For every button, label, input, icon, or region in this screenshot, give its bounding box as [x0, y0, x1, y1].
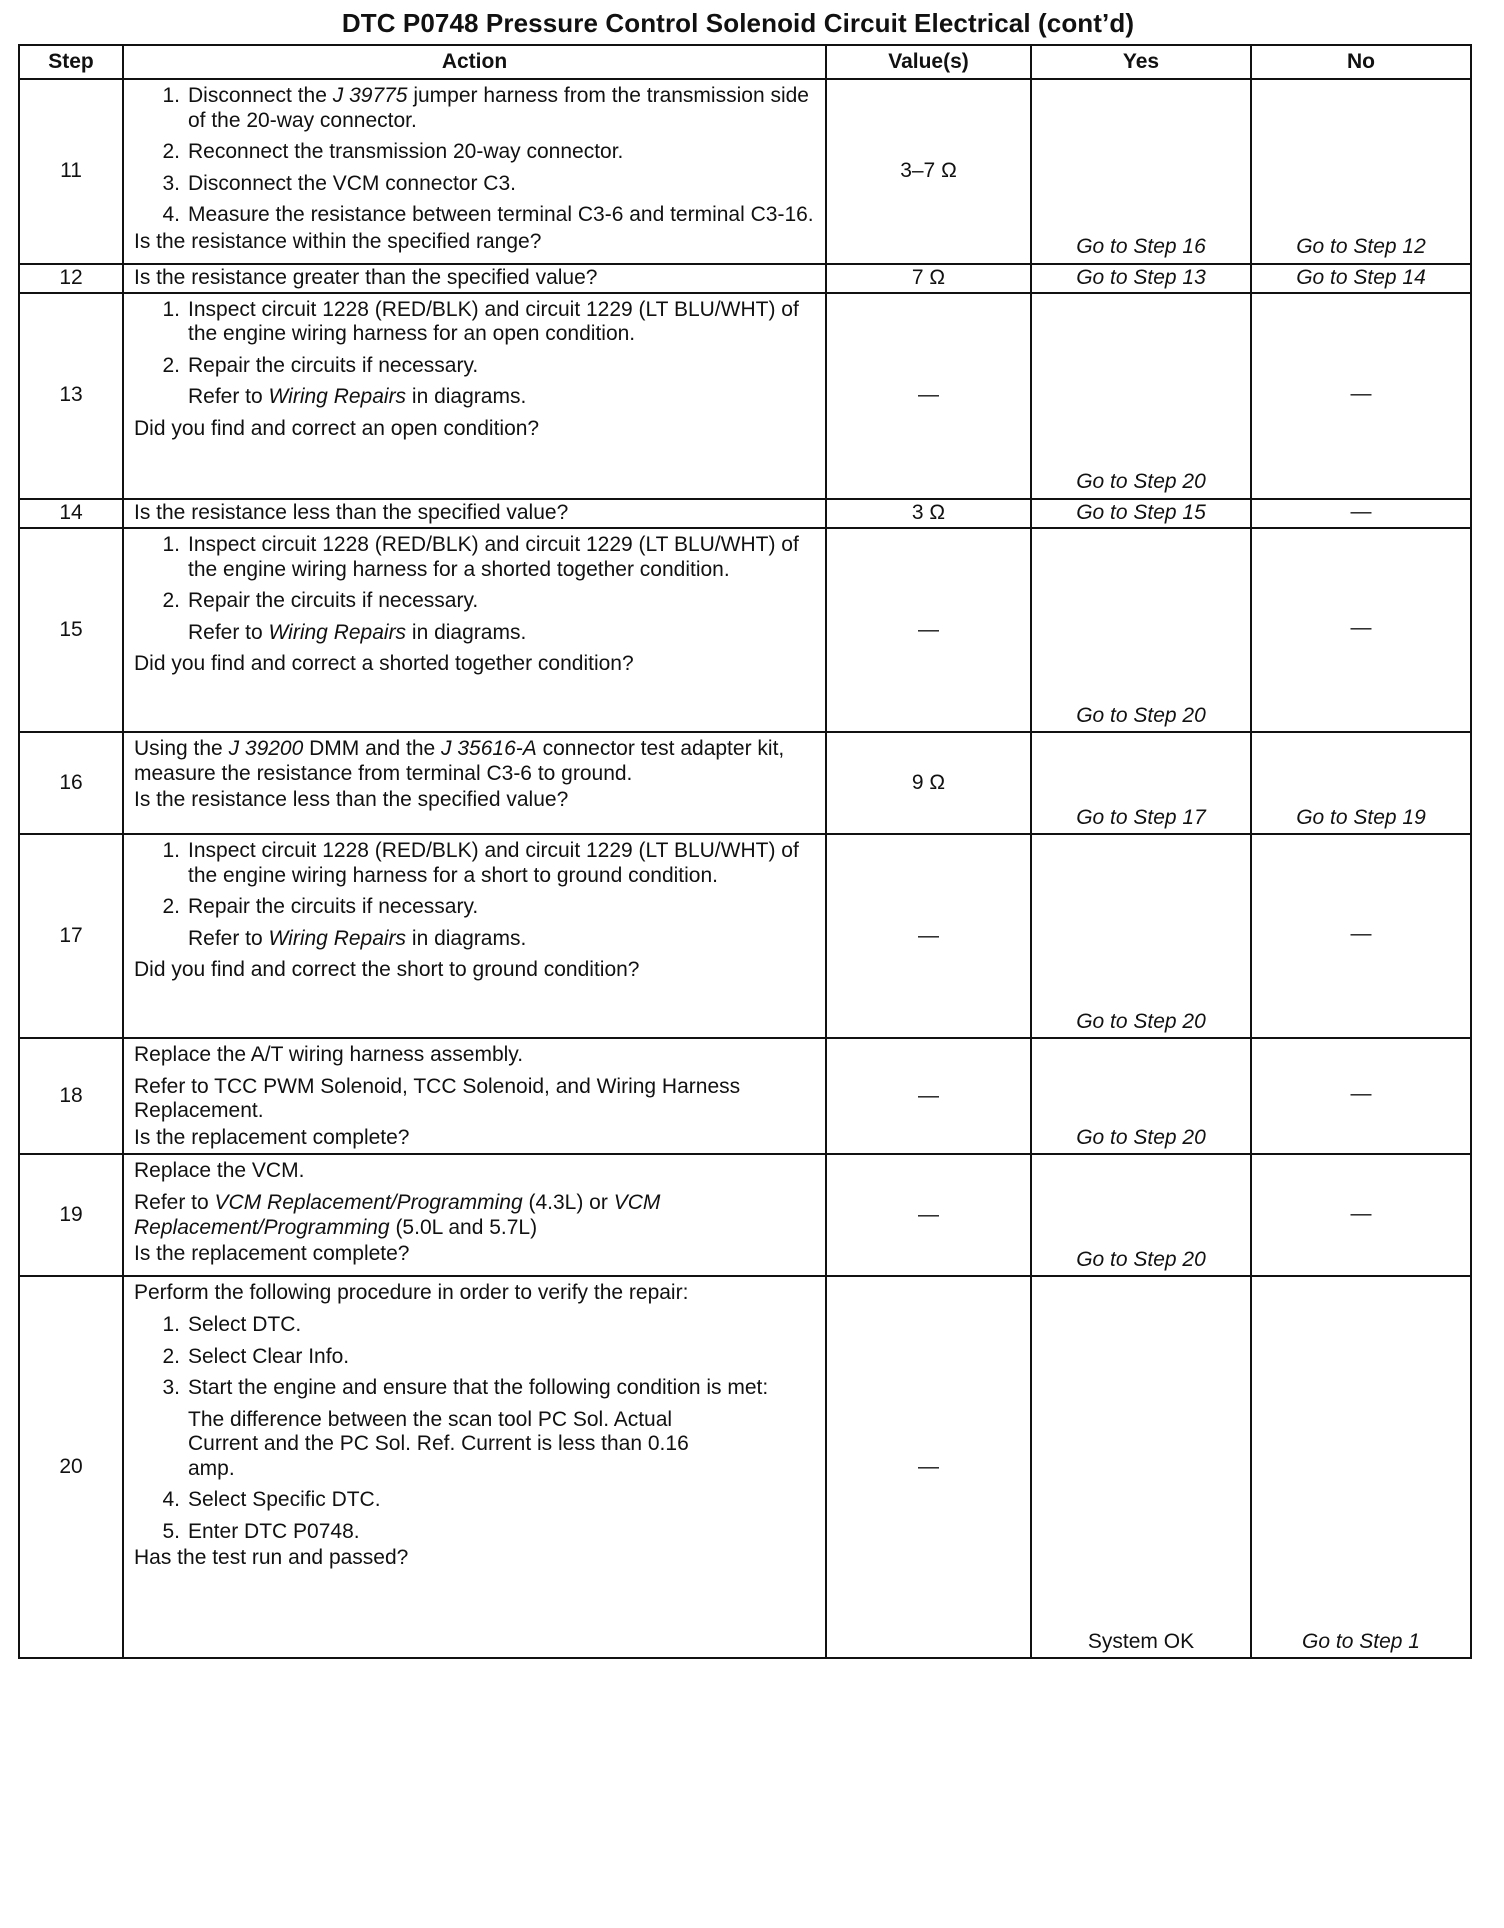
question: Did you find and correct the short to ground condition?	[134, 958, 640, 982]
yes-cell: Go to Step 16	[1031, 79, 1251, 264]
list-item: 2. Reconnect the transmission 20-way connector.	[162, 140, 624, 164]
action-cell	[123, 499, 826, 529]
list-item: 5. Enter DTC P0748.	[162, 1519, 360, 1543]
list-item: 1. Inspect circuit 1228 (RED/BLK) and circuit 1229 (LT BLU/WHT) of the engine wiring harness for an open condition.	[162, 297, 799, 346]
list-item: 3. Disconnect the VCM connector C3.	[162, 171, 516, 195]
yes-cell: Go to Step 13	[1031, 264, 1251, 293]
paragraph: Refer to VCM Replacement/Programming (4.3L) or VCM Replacement/Programming (5.0L and 5.7L)	[134, 1190, 661, 1239]
action-cell	[123, 293, 826, 499]
header-action: Action	[123, 45, 826, 79]
yes-cell: System OK	[1031, 1276, 1251, 1658]
yes-cell: Go to Step 20	[1031, 834, 1251, 1038]
table-row	[19, 293, 1471, 499]
yes-cell: Go to Step 20	[1031, 528, 1251, 732]
list-item: 2. Repair the circuits if necessary.	[162, 589, 479, 613]
table-row	[19, 732, 1471, 834]
value-cell: —	[826, 293, 1031, 499]
step-number: 14	[19, 499, 123, 529]
paragraph: Using the J 39200 DMM and the J 35616-A connector test adapter kit, measure the resistance from terminal C3-6 to ground.	[134, 737, 785, 785]
no-cell: —	[1251, 1154, 1471, 1276]
step-number: 12	[19, 264, 123, 293]
value-cell: —	[826, 834, 1031, 1038]
step-number: 13	[19, 293, 123, 499]
no-cell: Go to Step 12	[1251, 79, 1471, 264]
action-cell	[123, 1038, 826, 1154]
question: Is the resistance less than the specified value?	[134, 500, 569, 524]
refer-line: Refer to Wiring Repairs in diagrams.	[188, 385, 527, 409]
question: Has the test run and passed?	[134, 1546, 409, 1570]
step-number: 20	[19, 1276, 123, 1658]
value-cell: 3–7 Ω	[826, 79, 1031, 264]
question: Is the resistance less than the specified value?	[134, 788, 569, 812]
list-item: 2. Repair the circuits if necessary.	[162, 895, 479, 919]
list-item: 3. Start the engine and ensure that the following condition is met:	[162, 1376, 769, 1400]
no-cell: —	[1251, 293, 1471, 499]
step-number: 11	[19, 79, 123, 264]
step-number: 17	[19, 834, 123, 1038]
action-cell	[123, 1276, 826, 1658]
question: Is the replacement complete?	[134, 1125, 410, 1149]
header-no: No	[1251, 45, 1471, 79]
no-cell: —	[1251, 1038, 1471, 1154]
list-item: 2. Repair the circuits if necessary.	[162, 353, 479, 377]
list-item: 4. Select Specific DTC.	[162, 1488, 381, 1512]
yes-cell: Go to Step 17	[1031, 732, 1251, 834]
paragraph: Refer to TCC PWM Solenoid, TCC Solenoid, and Wiring Harness Replacement.	[134, 1074, 741, 1123]
list-item: 4. Measure the resistance between terminal C3-6 and terminal C3-16.	[162, 203, 814, 227]
no-cell: —	[1251, 834, 1471, 1038]
table-row	[19, 1276, 1471, 1658]
step-number: 18	[19, 1038, 123, 1154]
no-cell: —	[1251, 528, 1471, 732]
step-number: 15	[19, 528, 123, 732]
value-cell: 9 Ω	[826, 732, 1031, 834]
header-values: Value(s)	[826, 45, 1031, 79]
yes-cell: Go to Step 20	[1031, 1038, 1251, 1154]
yes-cell: Go to Step 15	[1031, 499, 1251, 529]
action-cell	[123, 79, 826, 264]
action-cell	[123, 834, 826, 1038]
refer-line: Refer to Wiring Repairs in diagrams.	[188, 620, 527, 644]
list-item: 1. Inspect circuit 1228 (RED/BLK) and circuit 1229 (LT BLU/WHT) of the engine wiring harness for a short to ground condition.	[162, 839, 799, 887]
list-item: 1. Inspect circuit 1228 (RED/BLK) and circuit 1229 (LT BLU/WHT) of the engine wiring harness for a shorted together condition.	[162, 533, 799, 581]
question: Did you find and correct a shorted together condition?	[134, 652, 634, 676]
action-cell	[123, 732, 826, 834]
step-number: 19	[19, 1154, 123, 1276]
table-row	[19, 79, 1471, 264]
yes-cell: Go to Step 20	[1031, 293, 1251, 499]
value-cell: —	[826, 528, 1031, 732]
value-cell: —	[826, 1038, 1031, 1154]
paragraph: Perform the following procedure in order to verify the repair:	[134, 1281, 689, 1305]
question: Is the resistance greater than the specified value?	[134, 266, 598, 289]
header-yes: Yes	[1031, 45, 1251, 79]
table-row	[19, 528, 1471, 732]
value-cell: —	[826, 1154, 1031, 1276]
list-item: 2. Select Clear Info.	[162, 1344, 350, 1368]
action-cell	[123, 264, 826, 293]
page-title: DTC P0748 Pressure Control Solenoid Circuit Electrical (cont’d)	[341, 8, 1135, 38]
no-cell: Go to Step 14	[1251, 264, 1471, 293]
table-row	[19, 1154, 1471, 1276]
question: Did you find and correct an open condition?	[134, 416, 540, 440]
question: Is the resistance within the specified range?	[134, 229, 542, 253]
table-row	[19, 1038, 1471, 1154]
paragraph: Replace the VCM.	[134, 1159, 305, 1183]
action-cell	[123, 1154, 826, 1276]
list-item: 1. Disconnect the J 39775 jumper harness from the transmission side of the 20-way connector.	[162, 84, 809, 132]
yes-cell: Go to Step 20	[1031, 1154, 1251, 1276]
header-step: Step	[19, 45, 123, 79]
value-cell: —	[826, 1276, 1031, 1658]
list-item: 1. Select DTC.	[162, 1312, 302, 1336]
refer-line: Refer to Wiring Repairs in diagrams.	[188, 926, 527, 950]
no-cell: Go to Step 19	[1251, 732, 1471, 834]
value-cell: 7 Ω	[826, 264, 1031, 293]
paragraph: Replace the A/T wiring harness assembly.	[134, 1043, 524, 1067]
table-row	[19, 264, 1471, 293]
header-row	[19, 45, 1471, 79]
sub-condition: The difference between the scan tool PC Sol. Actual Current and the PC Sol. Ref. Current is less than 0.16 amp.	[188, 1407, 689, 1480]
question: Is the replacement complete?	[134, 1242, 410, 1266]
step-number: 16	[19, 732, 123, 834]
action-cell	[123, 528, 826, 732]
table-row	[19, 499, 1471, 529]
value-cell: 3 Ω	[826, 499, 1031, 529]
no-cell: Go to Step 1	[1251, 1276, 1471, 1658]
no-cell: —	[1251, 499, 1471, 529]
table-row	[19, 834, 1471, 1038]
diagnostic-table	[18, 44, 1472, 1659]
